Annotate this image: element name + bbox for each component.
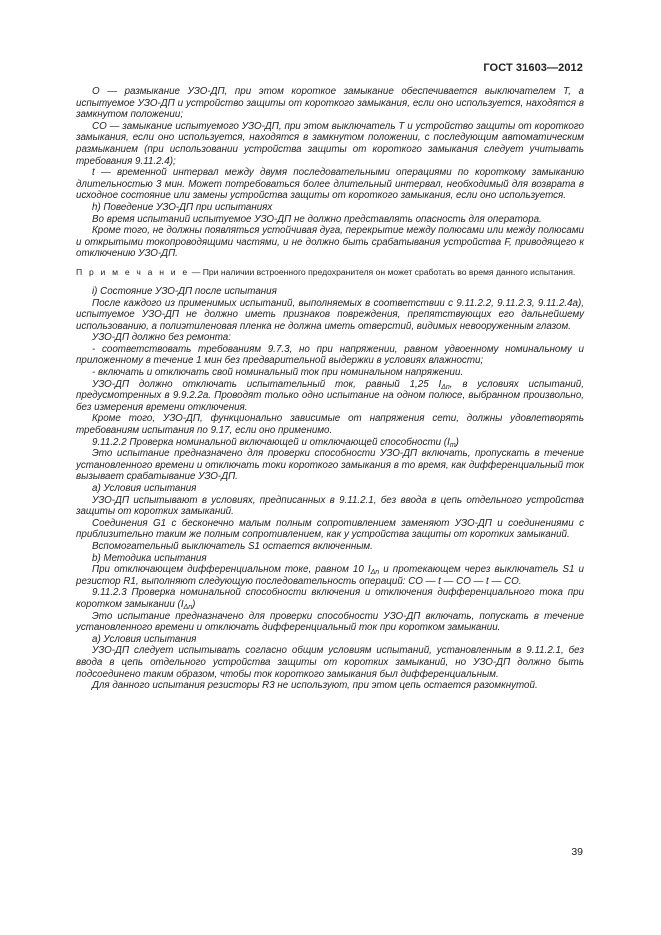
note-label: П р и м е ч а н и е — [76, 266, 190, 277]
paragraph: После каждого из применимых испытаний, выполняемых в соответствии с 9.11.2.2, 9.11.2.3, 9.11.2.4а), испытуемое УЗО-ДП не должно иметь признаков повреждения, препятствующих его дальнейшему использованию, а полиэтиленовая пленка не должна иметь отверстий, видимых невооруженным глазом. — [76, 297, 584, 332]
paragraph: Это испытание предназначено для проверки способности УЗО-ДП включать, попускать в течение установленного времени и отключать дифференциальный ток при коротком замыкании. — [76, 610, 584, 634]
note-text: — При наличии встроенного предохранителя он может сработать во время данного испытания. — [189, 266, 576, 277]
note — [76, 267, 584, 278]
paragraph: CO — замыкание испытуемого УЗО-ДП, при этом выключатель T и устройство защиты от короткого замыкания, если оно используется, находятся в замкнутом положении, с последующим автоматическим размыканием (при использовании устройства защиты от короткого замыкания следует учитывать требования 9.11.2.4); — [76, 120, 584, 167]
document-code: ГОСТ 31603—2012 — [483, 62, 583, 74]
paragraph: УЗО-ДП следует испытывать согласно общим условиям испытаний, установленным в 9.11.2.1, без ввода в цепь отдельного устройства защиты от коротких замыканий, но УЗО-ДП должно быть подсоединено таким образом, чтобы ток короткого замыкания был дифференциальным. — [76, 645, 584, 680]
symbol-subscript: Δn — [370, 569, 380, 577]
subsection-heading: b) Методика испытания — [92, 552, 207, 564]
symbol-current: I — [180, 598, 184, 610]
paragraph: Кроме того, не должны появляться устойчивая дуга, перекрытие между полюсами или между полюсами и открытыми токопроводящими частями, и не должно быть срабатывания устройства F, приводящего к отключению УЗО-ДП. — [76, 225, 584, 260]
page-number: 39 — [571, 846, 583, 858]
paragraph: Вспомогательный выключатель S1 остается включенным. — [92, 540, 373, 552]
text-run: 9.11.2.2 Проверка номинальной включающей и отключающей способности ( — [92, 436, 448, 448]
subsection-heading: а) Условия испытания — [92, 633, 197, 645]
symbol-current: I — [367, 564, 371, 576]
clause-heading — [76, 437, 584, 449]
text-run: При отключающем дифференциальном токе, равном 10 — [92, 564, 368, 576]
document-body — [76, 86, 584, 692]
list-item: - соответствовать требованиям 9.7.3, но при напряжении, равном удвоенному номинальному и приложенному в течение 1 мин без предварительной выдержки в условиях влажности; — [76, 343, 584, 367]
text-run: , в условиях испытаний, предусмотренных в 9.9.2.2а. Проводят только одно испытание на одном полюсе, выбранном произвольно, без измерения времени отключения. — [76, 378, 584, 413]
text-run: ) — [192, 598, 196, 610]
paragraph: УЗО-ДП должно без ремонта: — [92, 332, 231, 344]
paragraph: t — временной интервал между двумя последовательными операциями по короткому замыканию длительностью 3 мин. Может потребоваться более длительный интервал, необходимый для возврата в исходное состояние или замены устройства защиты от короткого замыкания, если оно используется. — [76, 167, 584, 202]
list-item: - включать и отключать свой номинальный ток при номинальном напряжении. — [92, 367, 464, 379]
paragraph — [76, 564, 584, 587]
clause-heading — [76, 587, 584, 610]
subsection-heading: i) Состояние УЗО-ДП после испытания — [92, 285, 277, 297]
text-run: и протекающем через выключатель S1 и резистор R1, выполняют следующую последовательность операций: CO — t — CO — t — CO. — [76, 564, 584, 587]
paragraph: Для данного испытания резисторы R3 не используют, при этом цепь остается разомкнутой. — [92, 680, 538, 692]
paragraph: O — размыкание УЗО-ДП, при этом короткое замыкание обеспечивается выключателем T, а испытуемое УЗО-ДП и устройство защиты от короткого замыкания, если оно используется, находятся в замкнутом положении; — [76, 86, 584, 121]
paragraph: Это испытание предназначено для проверки способности УЗО-ДП включать, пропускать в течение установленного времени и отключать токи короткого замыкания в то время, как дифференциальный ток вызывает срабатывание УЗО-ДП. — [76, 448, 584, 483]
symbol-subscript: m — [449, 441, 456, 449]
text-run: 9.11.2.3 Проверка номинальной способности включения и отключения дифференциального тока при коротком замыкании ( — [76, 587, 584, 610]
paragraph: УЗО-ДП испытывают в условиях, предписанных в 9.11.2.1, без ввода в цепь отдельного устройства защиты от коротких замыканий. — [76, 494, 584, 518]
paragraph: Кроме того, УЗО-ДП, функционально зависимые от напряжения сети, должны удовлетворять требованиям испытания по 9.17, если оно применимо. — [76, 413, 584, 437]
symbol-current: I — [438, 378, 442, 390]
text-run: УЗО-ДП должно отключать испытательный ток, равный 1,25 — [92, 378, 439, 390]
subsection-heading: h) Поведение УЗО-ДП при испытаниях — [92, 201, 273, 213]
symbol-current: I — [447, 436, 450, 448]
paragraph: Во время испытаний испытуемое УЗО-ДП не должно представлять опасность для оператора. — [92, 213, 542, 225]
symbol-subscript: Δn — [183, 603, 193, 611]
paragraph: Соединения G1 с бесконечно малым полным сопротивлением заменяют УЗО-ДП и соединениями с приблизительно таким же полным сопротивлением, как у устройства защиты от коротких замыканий. — [76, 517, 584, 541]
subsection-heading: а) Условия испытания — [92, 483, 197, 494]
text-run: ) — [455, 436, 459, 448]
paragraph — [76, 379, 584, 414]
symbol-subscript: Δn — [441, 383, 450, 391]
